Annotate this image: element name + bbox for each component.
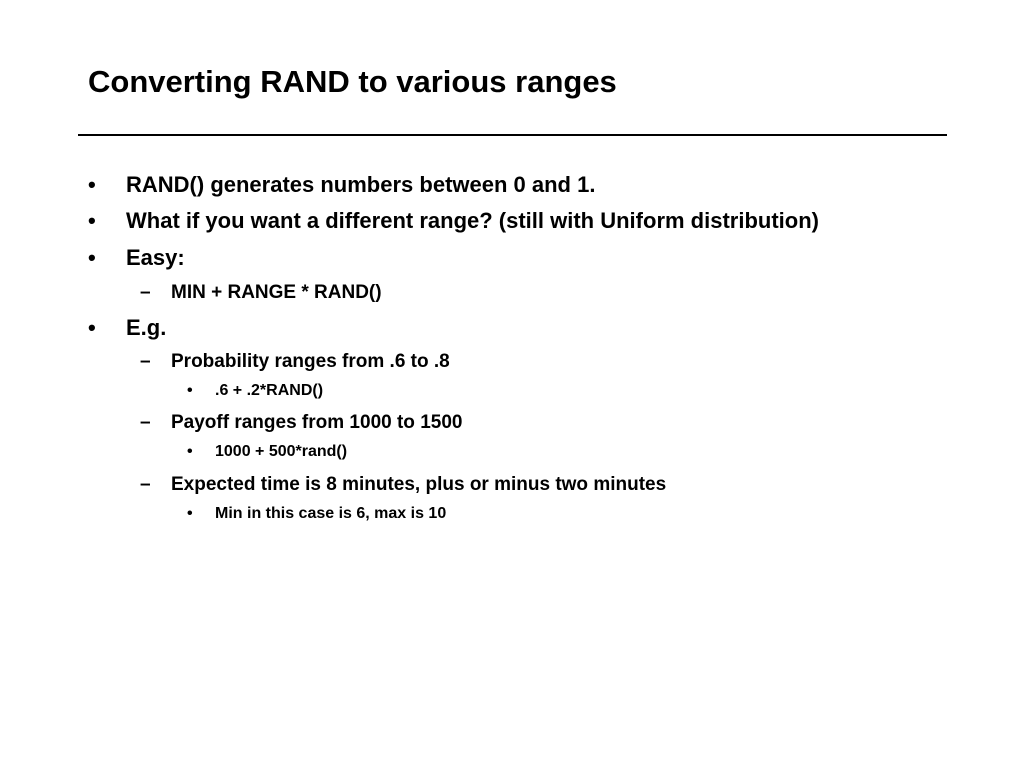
title-divider xyxy=(78,134,947,136)
bullet-marker: • xyxy=(187,505,193,522)
sub-bullet-text: Payoff ranges from 1000 to 1500 xyxy=(171,412,463,433)
bullet-text: Easy: xyxy=(126,245,185,270)
bullet-marker: • xyxy=(88,245,96,270)
sub-bullet-text: MIN + RANGE * RAND() xyxy=(171,282,382,303)
bullet-text: RAND() generates numbers between 0 and 1. xyxy=(126,172,596,197)
bullet-marker: • xyxy=(88,208,96,233)
bullet-marker: • xyxy=(187,382,193,399)
bullet-text: What if you want a different range? (still with Uniform distribution) xyxy=(126,208,819,233)
bullet-marker: • xyxy=(88,315,96,340)
sub-bullet-text: Probability ranges from .6 to .8 xyxy=(171,351,450,372)
bullet-marker: • xyxy=(187,443,193,460)
dash-marker: – xyxy=(140,412,151,433)
sub-bullet-text: Expected time is 8 minutes, plus or minus two minutes xyxy=(171,474,667,495)
bullet-marker: • xyxy=(88,172,96,197)
sub-sub-bullet-text: Min in this case is 6, max is 10 xyxy=(215,505,447,522)
dash-marker: – xyxy=(140,282,151,303)
dash-marker: – xyxy=(140,474,151,495)
bullet-text: E.g. xyxy=(126,315,167,340)
dash-marker: – xyxy=(140,351,151,372)
sub-sub-bullet-text: 1000 + 500*rand() xyxy=(215,443,348,460)
sub-sub-bullet-text: .6 + .2*RAND() xyxy=(215,382,324,399)
slide-title: Converting RAND to various ranges xyxy=(88,64,617,99)
